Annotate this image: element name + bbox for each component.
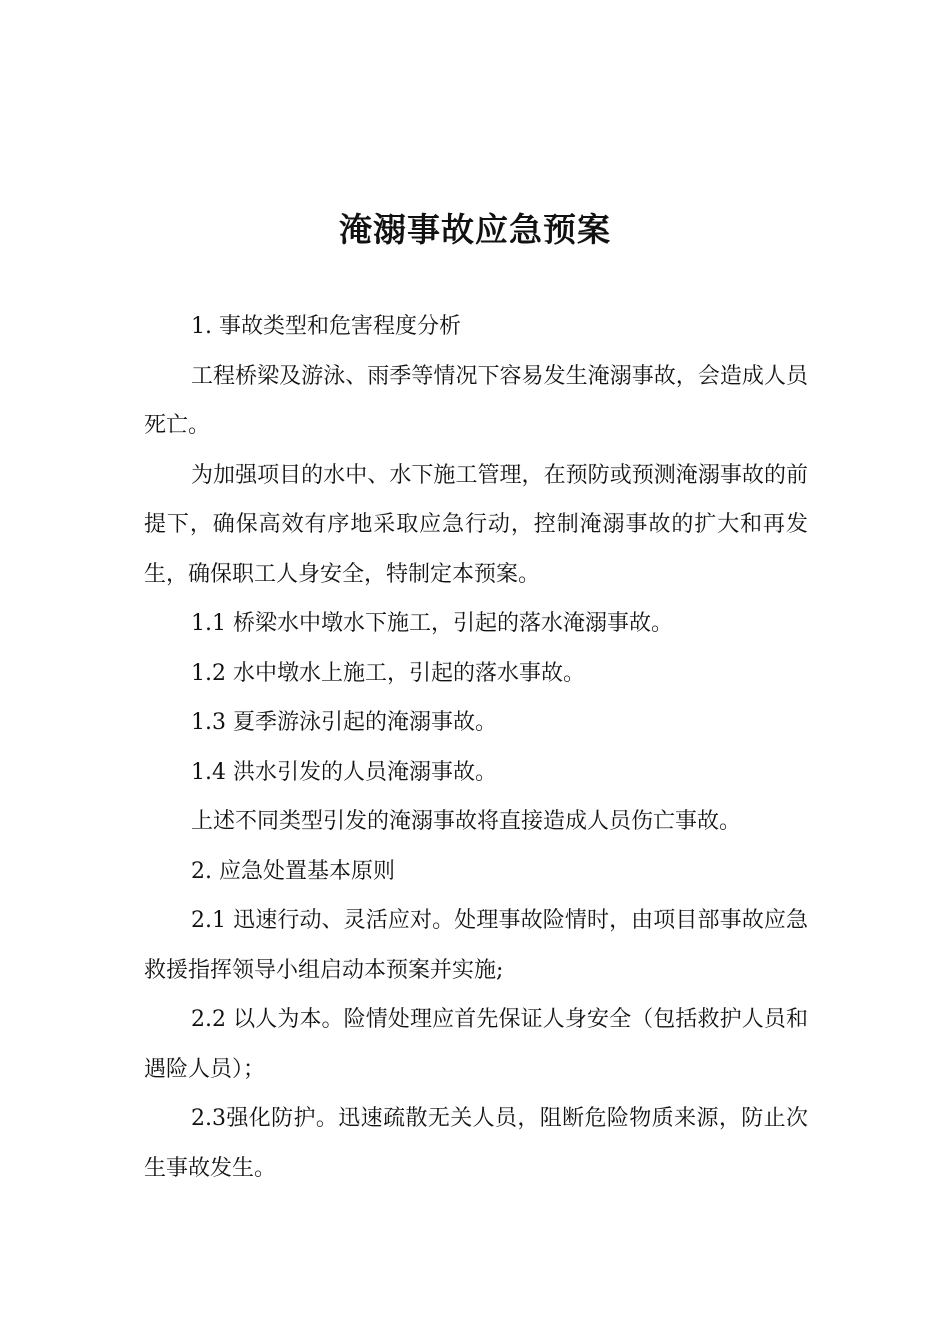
list-item: 1.3 夏季游泳引起的淹溺事故。: [191, 710, 497, 735]
paragraph: 工程桥梁及游泳、雨季等情况下容易发生淹溺事故，会造成人员死亡。: [144, 363, 808, 438]
document-body: [144, 302, 808, 1193]
list-item: 1.2 水中墩水上施工，引起的落水事故。: [191, 660, 585, 686]
list-item: 1.1 桥梁水中墩水下施工，引起的落水淹溺事故。: [191, 611, 673, 636]
list-item: 2.2 以人为本。险情处理应首先保证人身安全（包括救护人员和遇险人员）；: [144, 1007, 808, 1082]
section-heading-2: 2. 应急处置基本原则: [191, 858, 395, 884]
document-title: 淹溺事故应急预案: [339, 210, 611, 249]
paragraph: 为加强项目的水中、水下施工管理，在预防或预测淹溺事故的前提下，确保高效有序地采取应急行动，控制淹溺事故的扩大和再发生，确保职工人身安全，特制定本预案。: [144, 462, 808, 587]
list-item: 1.4 洪水引发的人员淹溺事故。: [191, 759, 497, 785]
list-item: 2.1 迅速行动、灵活应对。处理事故险情时，由项目部事故应急救援指挥领导小组启动本预案并实施;: [144, 908, 808, 983]
list-item: 2.3强化防护。迅速疏散无关人员，阻断危险物质来源，防止次生事故发生。: [144, 1106, 808, 1181]
paragraph: 上述不同类型引发的淹溺事故将直接造成人员伤亡事故。: [191, 809, 742, 834]
section-heading-1: 1. 事故类型和危害程度分析: [191, 314, 461, 339]
